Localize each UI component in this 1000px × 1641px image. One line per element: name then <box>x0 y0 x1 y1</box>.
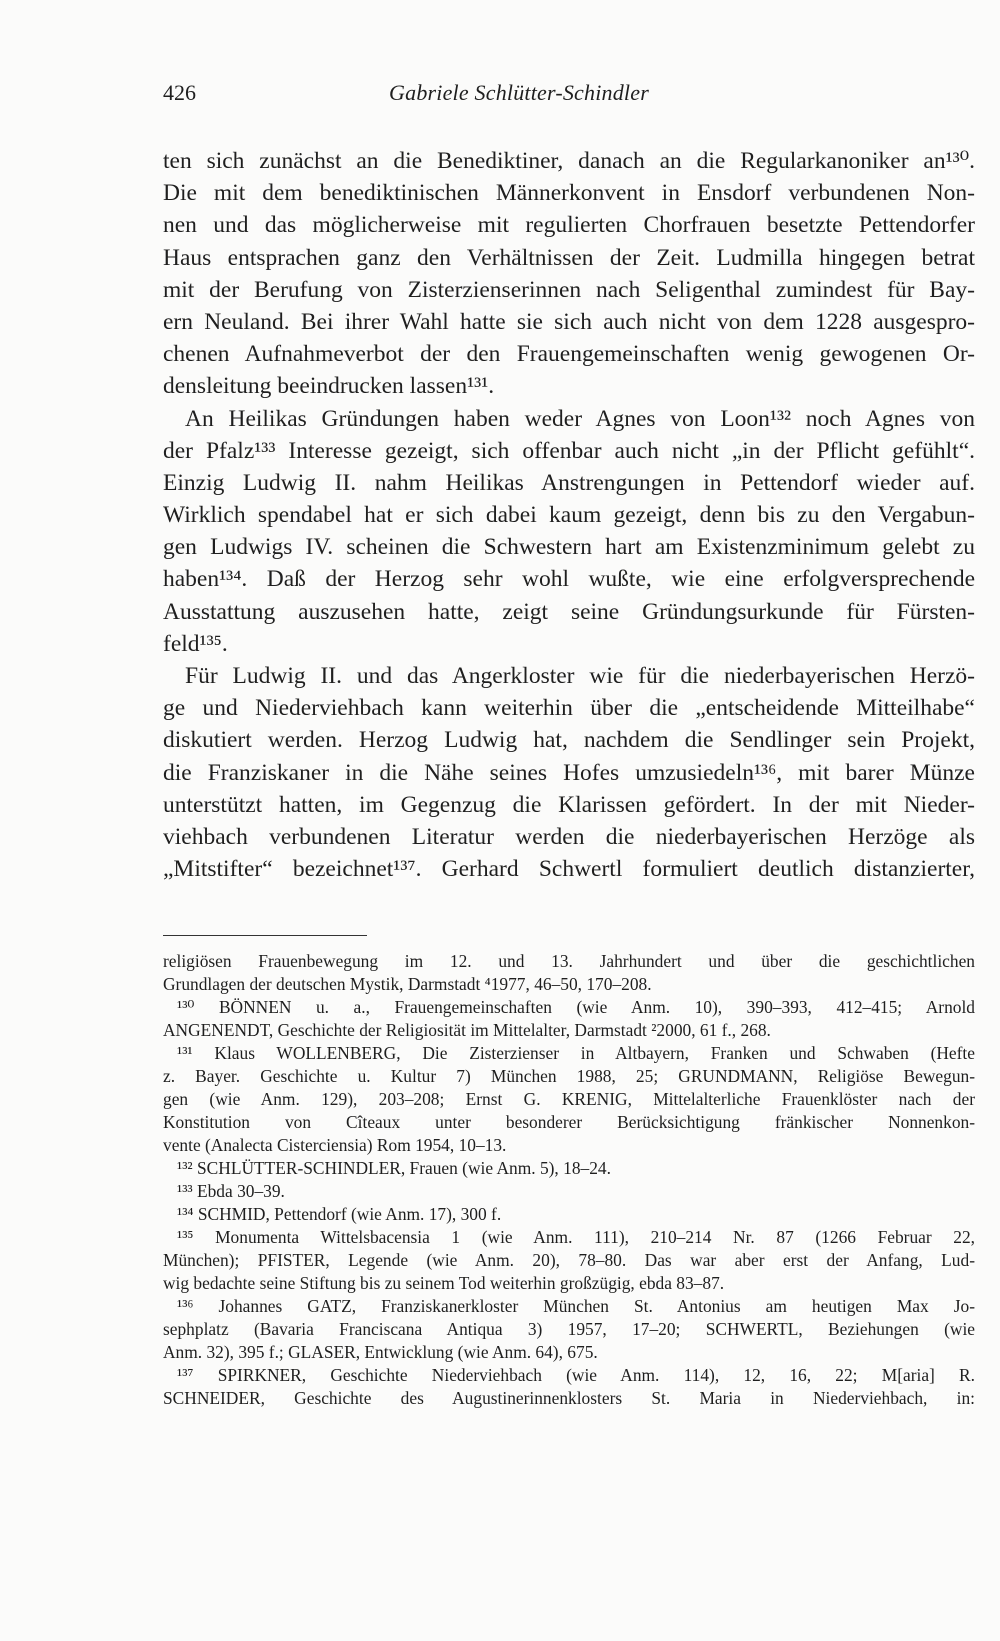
footnotes <box>163 950 975 1410</box>
text-line: ern Neuland. Bei ihrer Wahl hatte sie sich auch nicht von dem 1228 ausgespro- <box>163 308 975 335</box>
text-line: chenen Aufnahmeverbot der den Frauengemeinschaften wenig gewogenen Or- <box>163 341 975 368</box>
footnote-line: ANGENENDT, Geschichte der Religiosität im Mittelalter, Darmstadt ²2000, 61 f., 268. <box>163 1020 771 1040</box>
footnote-line: religiösen Frauenbewegung im 12. und 13. Jahrhundert und über die geschichtlichen <box>163 951 975 971</box>
footnote-line: ¹³⁴ SCHMID, Pettendorf (wie Anm. 17), 300 f. <box>177 1204 502 1224</box>
text-line: unterstützt hatten, im Gegenzug die Klarissen gefördert. In der mit Nieder- <box>163 791 975 818</box>
footnote-line: Grundlagen der deutschen Mystik, Darmstadt ⁴1977, 46–50, 170–208. <box>163 974 652 994</box>
footnote-line: vente (Analecta Cisterciensia) Rom 1954, 10–13. <box>163 1135 507 1155</box>
main-text <box>163 145 975 885</box>
text-line: ten sich zunächst an die Benediktiner, danach an die Regularkanoniker an¹³⁰. <box>163 148 975 174</box>
footnote-divider <box>163 935 367 936</box>
text-line: Die mit dem benediktinischen Männerkonvent in Ensdorf verbundenen Non- <box>163 180 975 207</box>
text-line: ge und Niederviehbach kann weiterhin über die „entscheidende Mitteilhabe“ <box>163 695 975 722</box>
text-line: Für Ludwig II. und das Angerkloster wie für die niederbayerischen Herzö- <box>185 663 975 689</box>
footnote-line: ¹³³ Ebda 30–39. <box>177 1181 285 1201</box>
page-header <box>163 80 875 110</box>
text-line: haben¹³⁴. Daß der Herzog sehr wohl wußte, wie eine erfolgversprechende <box>163 566 975 593</box>
footnote-line: wig bedachte seine Stiftung bis zu seinem Tod weiterhin großzügig, ebda 83–87. <box>163 1273 725 1293</box>
text-line: nen und das möglicherweise mit regulierten Chorfrauen besetzte Pettendorfer <box>163 212 975 239</box>
running-title: Gabriele Schlütter-Schindler <box>389 80 649 105</box>
footnote-line: Konstitution von Cîteaux unter besonderer Berücksichtigung fränkischer Nonnenkon- <box>163 1112 975 1132</box>
text-line: „Mitstifter“ bezeichnet¹³⁷. Gerhard Schwertl formuliert deutlich distanzierter, <box>163 856 975 883</box>
text-line: gen Ludwigs IV. scheinen die Schwestern hart am Existenzminimum gelebt zu <box>163 534 975 561</box>
text-line: Ausstattung auszusehen hatte, zeigt seine Gründungsurkunde für Fürsten- <box>163 598 975 625</box>
footnote-line: München); PFISTER, Legende (wie Anm. 20), 78–80. Das war aber erst der Anfang, Lud- <box>163 1250 975 1270</box>
footnote-line: SCHNEIDER, Geschichte des Augustinerinnenklosters St. Maria in Niederviehbach, in: <box>163 1388 975 1408</box>
text-line: Wirklich spendabel hat er sich dabei kaum gezeigt, denn bis zu den Vergabun- <box>163 502 975 529</box>
footnote-line: ¹³⁶ Johannes GATZ, Franziskanerkloster München St. Antonius am heutigen Max Jo- <box>177 1296 975 1316</box>
footnote-line: ¹³² SCHLÜTTER-SCHINDLER, Frauen (wie Anm. 5), 18–24. <box>177 1158 611 1178</box>
text-line: Einzig Ludwig II. nahm Heilikas Anstrengungen in Pettendorf wieder auf. <box>163 469 975 496</box>
footnote-line: ¹³⁰ BÖNNEN u. a., Frauengemeinschaften (wie Anm. 10), 390–393, 412–415; Arnold <box>177 997 975 1017</box>
text-line: mit der Berufung von Zisterzienserinnen nach Seligenthal zumindest für Bay- <box>163 276 975 303</box>
footnote-line: sephplatz (Bavaria Franciscana Antiqua 3) 1957, 17–20; SCHWERTL, Beziehungen (wie <box>163 1319 975 1339</box>
footnote-line: gen (wie Anm. 129), 203–208; Ernst G. KRENIG, Mittelalterliche Frauenklöster nach der <box>163 1089 975 1109</box>
footnote-line: z. Bayer. Geschichte u. Kultur 7) München 1988, 25; GRUNDMANN, Religiöse Bewegun- <box>163 1066 975 1086</box>
footnote-line: Anm. 32), 395 f.; GLASER, Entwicklung (wie Anm. 64), 675. <box>163 1342 598 1362</box>
text-line: densleitung beeindrucken lassen¹³¹. <box>163 373 495 400</box>
text-line: der Pfalz¹³³ Interesse gezeigt, sich offenbar auch nicht „in der Pflicht gefühlt“. <box>163 437 975 464</box>
footnote-line: ¹³⁷ SPIRKNER, Geschichte Niederviehbach (wie Anm. 114), 12, 16, 22; M[aria] R. <box>177 1365 975 1385</box>
text-line: diskutiert werden. Herzog Ludwig hat, nachdem die Sendlinger sein Projekt, <box>163 727 975 754</box>
page-number: 426 <box>163 80 196 105</box>
text-line: die Franziskaner in die Nähe seines Hofes umzusiedeln¹³⁶, mit barer Münze <box>163 759 975 786</box>
text-line: Haus entsprachen ganz den Verhältnissen der Zeit. Ludmilla hingegen betrat <box>163 244 975 271</box>
text-line: viehbach verbundenen Literatur werden die niederbayerischen Herzöge als <box>163 823 975 850</box>
text-line: feld¹³⁵. <box>163 630 228 657</box>
footnote-line: ¹³⁵ Monumenta Wittelsbacensia 1 (wie Anm. 111), 210–214 Nr. 87 (1266 Februar 22, <box>177 1227 975 1247</box>
text-line: An Heilikas Gründungen haben weder Agnes von Loon¹³² noch Agnes von <box>185 405 975 432</box>
footnote-line: ¹³¹ Klaus WOLLENBERG, Die Zisterzienser in Altbayern, Franken und Schwaben (Hefte <box>177 1043 975 1063</box>
